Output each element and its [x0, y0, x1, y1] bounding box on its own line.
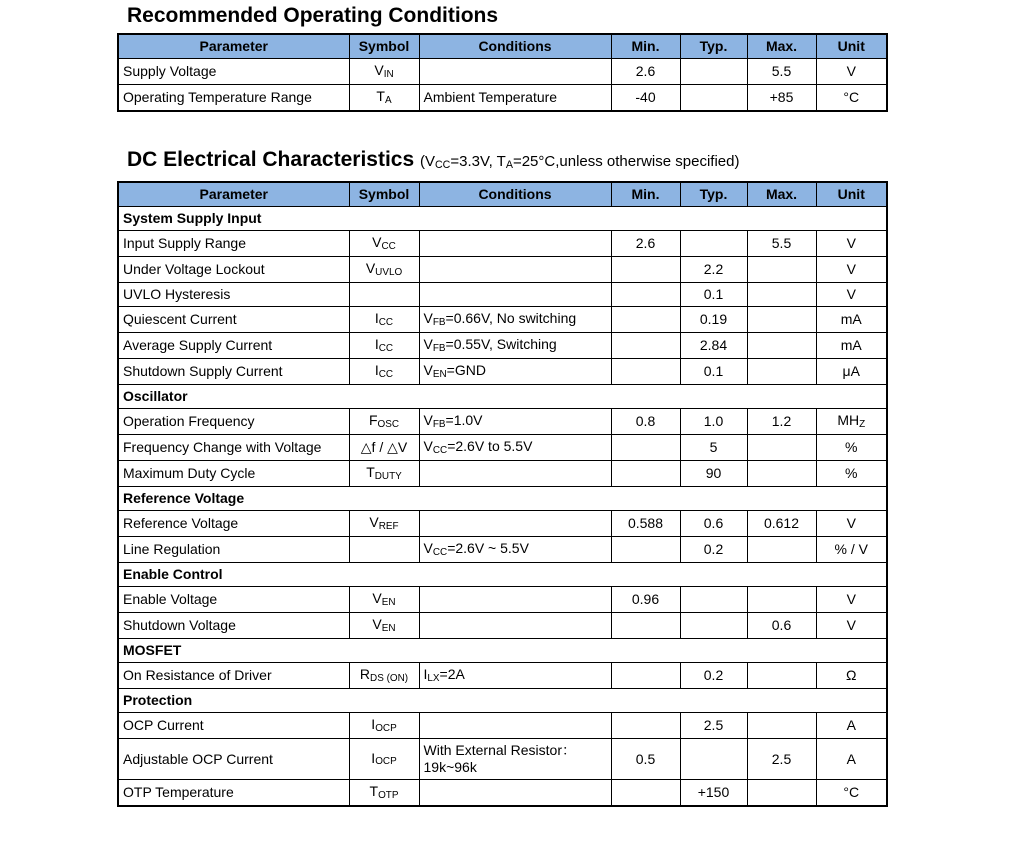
- section-row: [118, 639, 887, 663]
- max-cell: 2.5: [747, 739, 816, 780]
- typ-cell: [680, 587, 747, 613]
- symbol-cell: TOTP: [349, 780, 419, 807]
- min-cell: [611, 461, 680, 487]
- section-row: [118, 563, 887, 587]
- typ-cell: 2.5: [680, 713, 747, 739]
- section-label: Oscillator: [118, 385, 887, 409]
- param-cell: Operation Frequency: [118, 409, 349, 435]
- table-row: [118, 307, 887, 333]
- max-cell: [747, 663, 816, 689]
- unit-cell: MHZ: [816, 409, 887, 435]
- typ-cell: [680, 739, 747, 780]
- symbol-cell: RDS (ON): [349, 663, 419, 689]
- conditions-cell: [419, 283, 611, 307]
- conditions-cell: VEN=GND: [419, 359, 611, 385]
- column-header: Conditions: [419, 34, 611, 59]
- typ-cell: 0.2: [680, 663, 747, 689]
- min-cell: 0.588: [611, 511, 680, 537]
- param-cell: Under Voltage Lockout: [118, 257, 349, 283]
- param-cell: OTP Temperature: [118, 780, 349, 807]
- min-cell: 2.6: [611, 231, 680, 257]
- table-row: [118, 713, 887, 739]
- min-cell: 2.6: [611, 59, 680, 85]
- conditions-cell: With External Resistor： 19k~96k: [419, 739, 611, 780]
- column-header: Min.: [611, 182, 680, 207]
- conditions-cell: VFB=0.55V, Switching: [419, 333, 611, 359]
- roc-title: Recommended Operating Conditions: [127, 4, 499, 27]
- max-cell: [747, 461, 816, 487]
- dc-title: [127, 147, 888, 176]
- unit-cell: V: [816, 231, 887, 257]
- table-row: [118, 537, 887, 563]
- unit-cell: V: [816, 511, 887, 537]
- param-cell: Enable Voltage: [118, 587, 349, 613]
- dc-header-row: [118, 182, 887, 207]
- section-label: Enable Control: [118, 563, 887, 587]
- typ-cell: 0.1: [680, 283, 747, 307]
- typ-cell: 2.2: [680, 257, 747, 283]
- conditions-cell: [419, 780, 611, 807]
- min-cell: [611, 613, 680, 639]
- unit-cell: V: [816, 587, 887, 613]
- unit-cell: V: [816, 613, 887, 639]
- min-cell: [611, 307, 680, 333]
- param-cell: Quiescent Current: [118, 307, 349, 333]
- param-cell: Line Regulation: [118, 537, 349, 563]
- max-cell: [747, 283, 816, 307]
- min-cell: 0.5: [611, 739, 680, 780]
- max-cell: [747, 435, 816, 461]
- symbol-cell: VIN: [349, 59, 419, 85]
- min-cell: [611, 537, 680, 563]
- table-row: [118, 85, 887, 112]
- symbol-cell: VEN: [349, 613, 419, 639]
- param-cell: Adjustable OCP Current: [118, 739, 349, 780]
- symbol-cell: IOCP: [349, 739, 419, 780]
- min-cell: [611, 333, 680, 359]
- symbol-cell: VCC: [349, 231, 419, 257]
- conditions-cell: [419, 59, 611, 85]
- min-cell: -40: [611, 85, 680, 112]
- max-cell: 5.5: [747, 59, 816, 85]
- table-row: [118, 359, 887, 385]
- unit-cell: % / V: [816, 537, 887, 563]
- param-cell: Shutdown Voltage: [118, 613, 349, 639]
- unit-cell: %: [816, 435, 887, 461]
- param-cell: UVLO Hysteresis: [118, 283, 349, 307]
- max-cell: 1.2: [747, 409, 816, 435]
- symbol-cell: VREF: [349, 511, 419, 537]
- unit-cell: Ω: [816, 663, 887, 689]
- param-cell: Operating Temperature Range: [118, 85, 349, 112]
- unit-cell: A: [816, 739, 887, 780]
- param-cell: Maximum Duty Cycle: [118, 461, 349, 487]
- typ-cell: 5: [680, 435, 747, 461]
- column-header: Symbol: [349, 34, 419, 59]
- param-cell: Supply Voltage: [118, 59, 349, 85]
- dc-table: [117, 181, 888, 807]
- param-cell: Shutdown Supply Current: [118, 359, 349, 385]
- conditions-cell: [419, 713, 611, 739]
- section-row: [118, 487, 887, 511]
- symbol-cell: VEN: [349, 587, 419, 613]
- symbol-cell: △f / △V: [349, 435, 419, 461]
- max-cell: [747, 587, 816, 613]
- conditions-cell: [419, 613, 611, 639]
- roc-table: [117, 33, 888, 112]
- column-header: Symbol: [349, 182, 419, 207]
- conditions-cell: [419, 257, 611, 283]
- table-row: [118, 739, 887, 780]
- column-header: Parameter: [118, 34, 349, 59]
- section-label: System Supply Input: [118, 207, 887, 231]
- max-cell: +85: [747, 85, 816, 112]
- param-cell: Input Supply Range: [118, 231, 349, 257]
- param-cell: OCP Current: [118, 713, 349, 739]
- unit-cell: V: [816, 283, 887, 307]
- typ-cell: +150: [680, 780, 747, 807]
- table-row: [118, 435, 887, 461]
- table-row: [118, 461, 887, 487]
- table-row: [118, 613, 887, 639]
- column-header: Max.: [747, 34, 816, 59]
- section-row: [118, 207, 887, 231]
- conditions-cell: [419, 511, 611, 537]
- conditions-cell: [419, 461, 611, 487]
- dc-title-conditions: (VCC=3.3V, TA=25°C,unless otherwise specified): [419, 153, 740, 171]
- recommended-operating-conditions-section: [117, 3, 888, 112]
- table-row: [118, 59, 887, 85]
- conditions-cell: Ambient Temperature: [419, 85, 611, 112]
- dc-electrical-characteristics-section: [117, 147, 888, 807]
- table-row: [118, 333, 887, 359]
- unit-cell: mA: [816, 333, 887, 359]
- typ-cell: [680, 85, 747, 112]
- min-cell: 0.96: [611, 587, 680, 613]
- typ-cell: 0.1: [680, 359, 747, 385]
- table-row: [118, 231, 887, 257]
- max-cell: 0.612: [747, 511, 816, 537]
- max-cell: [747, 359, 816, 385]
- symbol-cell: IOCP: [349, 713, 419, 739]
- table-row: [118, 257, 887, 283]
- section-label: Protection: [118, 689, 887, 713]
- typ-cell: 2.84: [680, 333, 747, 359]
- symbol-cell: FOSC: [349, 409, 419, 435]
- roc-header-row: [118, 34, 887, 59]
- section-row: [118, 689, 887, 713]
- symbol-cell: [349, 283, 419, 307]
- unit-cell: mA: [816, 307, 887, 333]
- param-cell: Reference Voltage: [118, 511, 349, 537]
- typ-cell: [680, 231, 747, 257]
- typ-cell: 0.2: [680, 537, 747, 563]
- symbol-cell: ICC: [349, 359, 419, 385]
- unit-cell: V: [816, 257, 887, 283]
- symbol-cell: TA: [349, 85, 419, 112]
- typ-cell: [680, 59, 747, 85]
- unit-cell: °C: [816, 780, 887, 807]
- column-header: Typ.: [680, 34, 747, 59]
- dc-title-text: DC Electrical Characteristics: [127, 148, 415, 171]
- typ-cell: 0.19: [680, 307, 747, 333]
- unit-cell: μA: [816, 359, 887, 385]
- column-header: Min.: [611, 34, 680, 59]
- conditions-cell: VFB=1.0V: [419, 409, 611, 435]
- min-cell: [611, 257, 680, 283]
- conditions-cell: VCC=2.6V ~ 5.5V: [419, 537, 611, 563]
- max-cell: [747, 713, 816, 739]
- conditions-cell: ILX=2A: [419, 663, 611, 689]
- table-row: [118, 283, 887, 307]
- symbol-cell: [349, 537, 419, 563]
- typ-cell: 90: [680, 461, 747, 487]
- unit-cell: A: [816, 713, 887, 739]
- param-cell: Frequency Change with Voltage: [118, 435, 349, 461]
- section-row: [118, 385, 887, 409]
- max-cell: 5.5: [747, 231, 816, 257]
- column-header: Unit: [816, 34, 887, 59]
- min-cell: [611, 713, 680, 739]
- table-row: [118, 511, 887, 537]
- symbol-cell: ICC: [349, 307, 419, 333]
- max-cell: [747, 780, 816, 807]
- column-header: Typ.: [680, 182, 747, 207]
- min-cell: [611, 283, 680, 307]
- column-header: Conditions: [419, 182, 611, 207]
- conditions-cell: VCC=2.6V to 5.5V: [419, 435, 611, 461]
- param-cell: Average Supply Current: [118, 333, 349, 359]
- section-label: Reference Voltage: [118, 487, 887, 511]
- max-cell: [747, 537, 816, 563]
- section-label: MOSFET: [118, 639, 887, 663]
- conditions-cell: [419, 587, 611, 613]
- table-row: [118, 587, 887, 613]
- param-cell: On Resistance of Driver: [118, 663, 349, 689]
- max-cell: [747, 333, 816, 359]
- min-cell: 0.8: [611, 409, 680, 435]
- symbol-cell: ICC: [349, 333, 419, 359]
- unit-cell: %: [816, 461, 887, 487]
- typ-cell: 1.0: [680, 409, 747, 435]
- max-cell: [747, 307, 816, 333]
- conditions-cell: VFB=0.66V, No switching: [419, 307, 611, 333]
- table-row: [118, 409, 887, 435]
- min-cell: [611, 359, 680, 385]
- unit-cell: V: [816, 59, 887, 85]
- unit-cell: °C: [816, 85, 887, 112]
- typ-cell: 0.6: [680, 511, 747, 537]
- min-cell: [611, 780, 680, 807]
- column-header: Max.: [747, 182, 816, 207]
- column-header: Parameter: [118, 182, 349, 207]
- conditions-cell: [419, 231, 611, 257]
- table-row: [118, 663, 887, 689]
- table-row: [118, 780, 887, 807]
- typ-cell: [680, 613, 747, 639]
- symbol-cell: VUVLO: [349, 257, 419, 283]
- symbol-cell: TDUTY: [349, 461, 419, 487]
- column-header: Unit: [816, 182, 887, 207]
- min-cell: [611, 663, 680, 689]
- min-cell: [611, 435, 680, 461]
- max-cell: 0.6: [747, 613, 816, 639]
- max-cell: [747, 257, 816, 283]
